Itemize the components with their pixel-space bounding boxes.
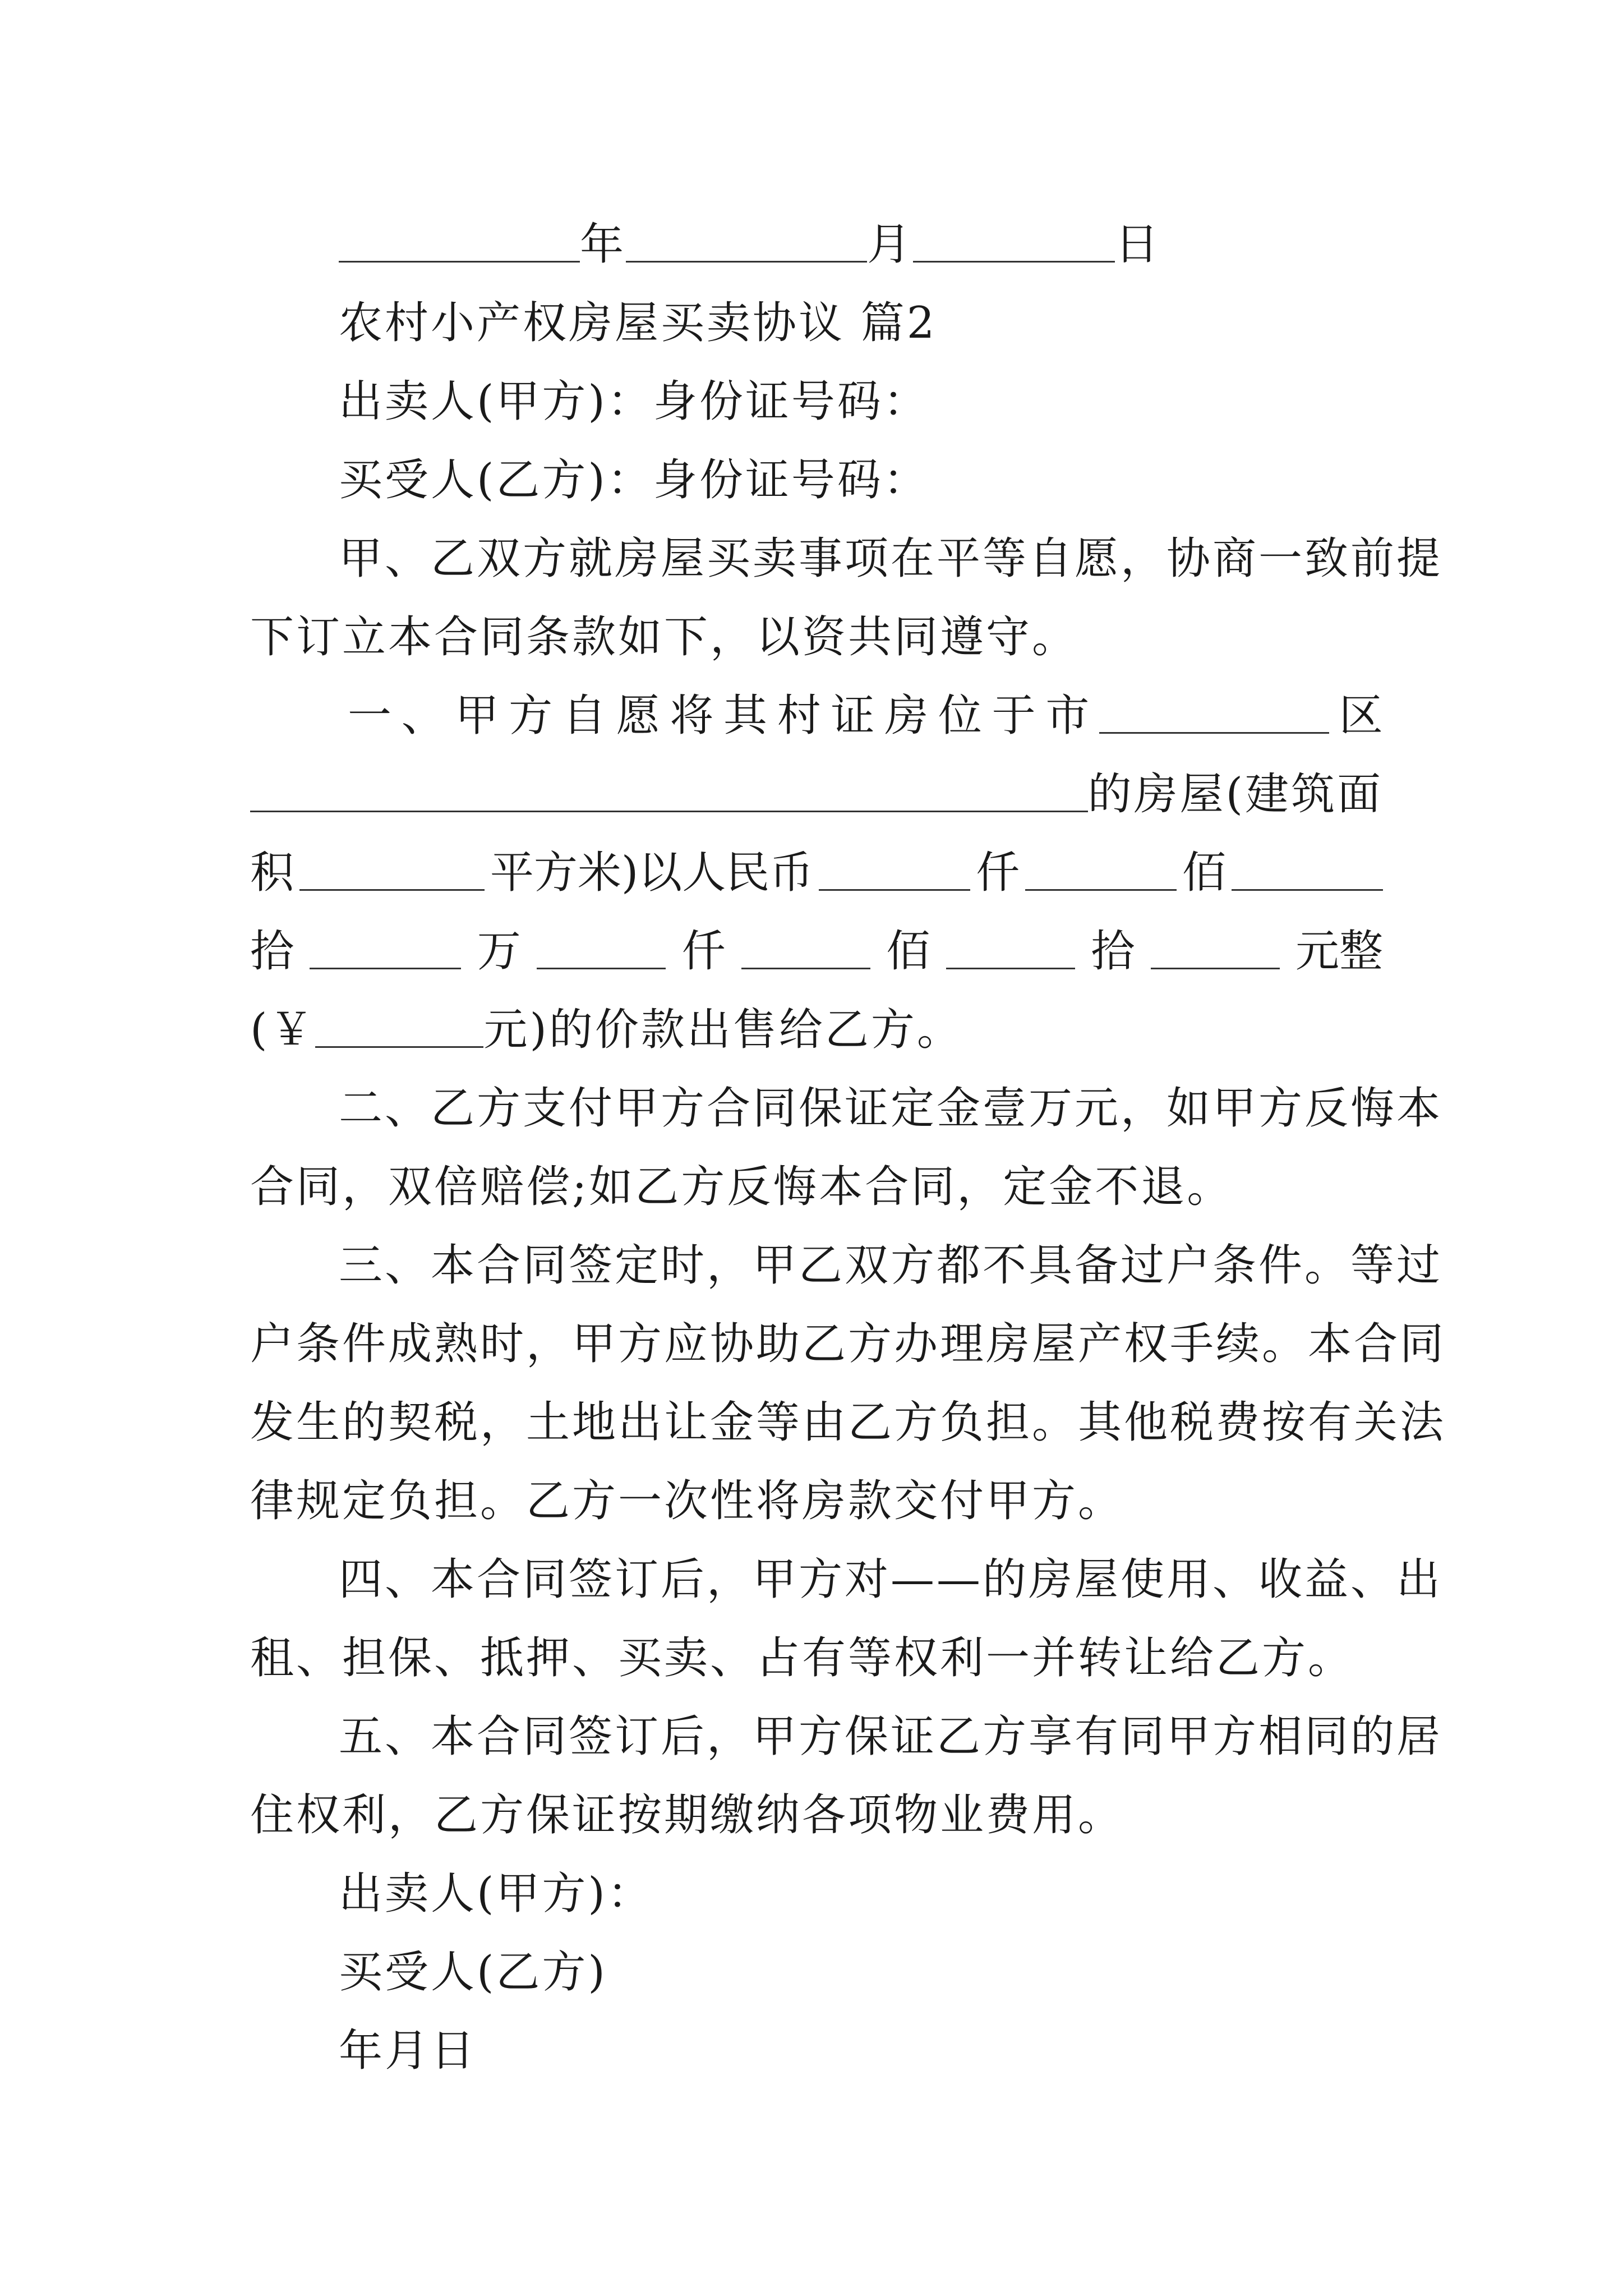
thousand-blank-1[interactable] [819,842,970,891]
clause3-line-3: 发生的契税，土地出让金等由乙方负担。其他税费按有关法 [250,1397,1446,1448]
clause4-line-1: 四、本合同签订后，甲方对——的房屋使用、收益、出 [339,1554,1443,1605]
thousand-label-1: 仟 [976,848,1020,898]
clause1-char: 市 [1045,691,1090,741]
hundred-label-2: 佰 [886,926,930,977]
yuan-label: 元整 [1295,926,1383,977]
ten-label-2: 拾 [1091,926,1135,977]
clause1-char: 方 [509,691,553,741]
document-title: 农村小产权房屋买卖协议 篇2 [339,298,937,348]
clause1-char: 房 [884,691,929,741]
month-blank[interactable] [626,214,867,263]
clause1-char: 于 [992,691,1036,741]
city-blank[interactable] [1099,685,1329,734]
clause5-line-1: 五、本合同签订后，甲方保证乙方享有同甲方相同的居 [339,1711,1443,1762]
clause1-line-2 [250,755,1383,834]
month-label: 月 [867,219,914,270]
day-label: 日 [1115,219,1161,270]
signature-date-label: 年月日 [339,2026,477,2076]
ten-blank-2[interactable] [946,921,1075,969]
ten-thousand-blank[interactable] [310,921,461,969]
house-area-label: 的房屋(建筑面 [1087,769,1383,820]
clause4-line-2: 租、担保、抵押、买卖、占有等权利一并转让给乙方。 [250,1633,1354,1683]
clause1-char: 甲 [455,691,499,741]
clause2-line-1: 二、乙方支付甲方合同保证定金壹万元，如甲方反悔本 [339,1083,1443,1134]
hundred-blank-1[interactable] [1025,842,1177,891]
clause2-line-2: 合同，双倍赔偿;如乙方反悔本合同，定金不退。 [250,1162,1233,1212]
clause1-line-5 [250,991,1383,1069]
clause1-char: 位 [938,691,982,741]
clause1-line-4 [250,912,1383,991]
sale-text: 元)的价款出售给乙方。 [483,1005,963,1055]
clause3-line-4: 律规定负担。乙方一次性将房款交付甲方。 [250,1476,1124,1526]
intro-line-1: 甲、乙双方就房屋买卖事项在平等自愿，协商一致前提 [339,533,1443,584]
buyer-id-line: 买受人(乙方)：身份证号码： [339,455,929,505]
day-blank[interactable] [913,214,1115,263]
clause1-char: 一 [348,691,392,741]
ten-label-1: 拾 [250,926,294,977]
seller-signature-label: 出卖人(甲方)： [339,1869,653,1919]
area-blank[interactable] [299,842,485,891]
clause5-line-2: 住权利，乙方保证按期缴纳各项物业费用。 [250,1790,1124,1841]
hundred-label-1: 佰 [1182,848,1227,898]
clause1-char: 村 [777,691,821,741]
buyer-signature-label: 买受人(乙方) [339,1947,607,1998]
price-intro: 平方米)以人民币 [490,848,814,898]
ten-thousand-label: 万 [477,926,521,977]
intro-line-2: 下订立本合同条款如下，以资共同遵守。 [250,612,1078,662]
clause1-char: 其 [723,691,768,741]
address-blank[interactable] [250,763,1088,812]
clause1-line-3 [250,834,1383,912]
area-prefix: 积 [250,848,294,898]
hundred-blank-2[interactable] [741,921,870,969]
year-label: 年 [580,219,626,270]
thousand-label-2: 仟 [681,926,726,977]
yuan-blank[interactable] [1151,921,1280,969]
district-label: 区 [1339,691,1383,741]
amount-blank[interactable] [315,999,483,1048]
thousand-blank-2[interactable] [537,921,666,969]
clause1-char: 证 [831,691,875,741]
year-blank[interactable] [339,214,580,263]
clause3-line-1: 三、本合同签定时，甲乙双方都不具备过户条件。等过 [339,1240,1443,1291]
clause1-line-1 [348,677,1383,755]
clause1-char: 愿 [616,691,660,741]
seller-id-line: 出卖人(甲方)：身份证号码： [339,376,929,427]
clause1-char: 将 [670,691,714,741]
clause1-char: 自 [562,691,606,741]
date-line [339,205,1383,284]
ten-blank-1[interactable] [1232,842,1383,891]
clause3-line-2: 户条件成熟时，甲方应协助乙方办理房屋产权手续。本合同 [250,1319,1446,1369]
clause1-char: 、 [401,691,445,741]
currency-prefix: (￥ [250,1005,316,1055]
